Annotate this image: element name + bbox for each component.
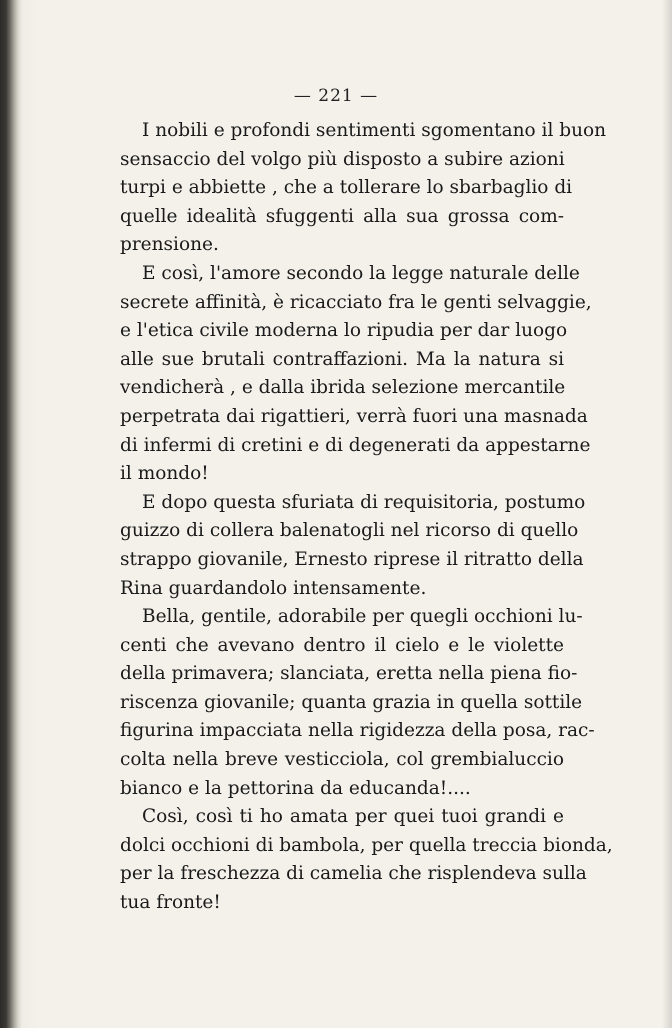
- text-line: colta nella breve vesticciola, col grembialuccio: [120, 749, 564, 771]
- text-line: riscenza giovanile; quanta grazia in quella sottile: [120, 691, 583, 713]
- body-text: [120, 117, 613, 918]
- text-line: E dopo questa sfuriata di requisitoria, postumo: [142, 491, 586, 513]
- text-line: della primavera; slanciata, eretta nella piena fio-: [120, 663, 578, 685]
- text-line: dolci occhioni di bambola, per quella treccia bionda,: [120, 834, 613, 856]
- page-edge-shadow: [662, 0, 672, 1028]
- text-line: secrete affinità, è ricacciato fra le genti selvaggie,: [120, 291, 592, 313]
- text-line: bianco e la pettorina da educanda!....: [120, 777, 471, 799]
- text-line: quelle idealità sfuggenti alla sua grossa com-: [120, 205, 564, 227]
- text-line: turpi e abbiette , che a tollerare lo sbarbaglio di: [120, 177, 573, 199]
- text-line: Rina guardandolo intensamente.: [120, 577, 427, 599]
- text-line: guizzo di collera balenatogli nel ricorso di quello: [120, 520, 579, 542]
- book-spine-shadow: [0, 0, 22, 1028]
- text-line: strappo giovanile, Ernesto riprese il ritratto della: [120, 548, 584, 570]
- text-line: vendicherà , e dalla ibrida selezione mercantile: [120, 377, 566, 399]
- text-line: tua fronte!: [120, 892, 221, 914]
- text-line: per la freschezza di camelia che risplendeva sulla: [120, 863, 587, 885]
- text-line: di infermi di cretini e di degenerati da appestarne: [120, 434, 591, 456]
- page-number: — 221 —: [293, 86, 379, 106]
- text-line: alle sue brutali contraffazioni. Ma la natura si: [120, 348, 564, 370]
- text-line: Bella, gentile, adorabile per quegli occhioni lu-: [142, 606, 583, 628]
- text-line: e l'etica civile moderna lo ripudia per dar luogo: [120, 320, 568, 342]
- text-line: centi che avevano dentro il cielo e le violette: [120, 634, 564, 656]
- text-line: Così, così ti ho amata per quei tuoi grandi e: [142, 806, 564, 828]
- text-line: sensaccio del volgo più disposto a subire azioni: [120, 148, 565, 170]
- text-line: figurina impacciata nella rigidezza della posa, rac-: [120, 720, 595, 742]
- text-line: il mondo!: [120, 463, 209, 485]
- text-line: I nobili e profondi sentimenti sgomentano il buon: [142, 120, 607, 141]
- text-line: perpetrata dai rigattieri, verrà fuori una masnada: [120, 405, 588, 427]
- text-line: prensione.: [120, 234, 219, 256]
- text-line: E così, l'amore secondo la legge naturale delle: [142, 262, 580, 284]
